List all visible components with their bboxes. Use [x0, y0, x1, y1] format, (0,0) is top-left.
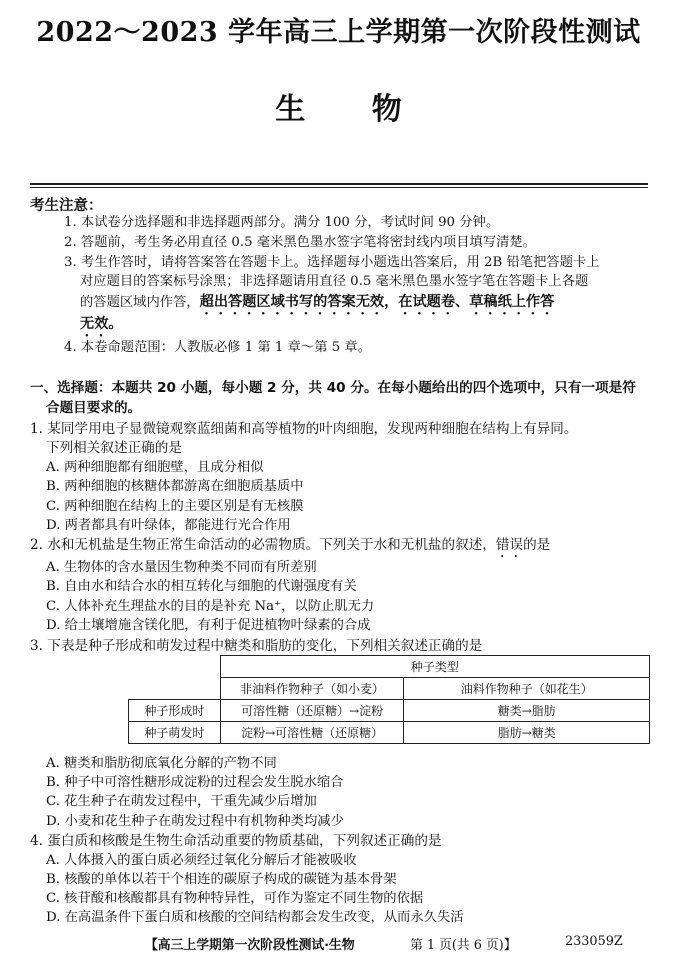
question-1-stem-cont: 下列相关叙述正确的是 — [46, 440, 182, 456]
question-4-option-a: A. 人体摄入的蛋白质必须经过氧化分解后才能被吸收 — [46, 853, 357, 868]
notice-emphasis-end: 无效。 — [80, 316, 123, 332]
question-1-option-b: B. 两种细胞的核糖体都游离在细胞质基质中 — [46, 479, 304, 494]
question-3-option-c: C. 花生种子在萌发过程中，干重先减少后增加 — [46, 794, 317, 809]
question-2-option-a: A. 生物体的含水量因生物种类不同而有所差别 — [46, 560, 317, 575]
notice-item: 4. 本卷命题范围：人教版必修 1 第 1 章～第 5 章。 — [64, 340, 371, 355]
notice-item-line — [80, 292, 554, 318]
question-4-option-c: C. 核苷酸和核酸都具有物种特异性，可作为鉴定不同生物的依据 — [46, 891, 424, 906]
question-1-stem: 1. 某同学用电子显微镜观察蓝细菌和高等植物的叶肉细胞，发现两种细胞在结构上有异同。 — [30, 421, 578, 437]
table-row — [129, 722, 650, 744]
table-cell: 糖类→脂肪 — [404, 700, 650, 722]
table-row — [129, 700, 650, 722]
divider-thick — [30, 183, 648, 185]
question-3-option-a: A. 糖类和脂肪彻底氧化分解的产物不同 — [46, 756, 277, 771]
section-heading: 一、选择题：本题共 20 小题，每小题 2 分，共 40 分。在每小题给出的四个选项中，只有一项是符 — [30, 380, 636, 396]
footer-page-number: 第 1 页(共 6 页)】 — [410, 938, 517, 953]
footer-title: 【高三上学期第一次阶段性测试·生物 — [145, 938, 355, 953]
notice-item: 2. 答题前，考生务必用直径 0.5 毫米黑色墨水签字笔将密封线内项目填写清楚。 — [64, 235, 537, 250]
question-1-option-d: D. 两者都具有叶绿体，都能进行光合作用 — [46, 518, 291, 533]
notice-item: 1. 本试卷分选择题和非选择题两部分。满分 100 分，考试时间 90 分钟。 — [64, 215, 500, 230]
seed-table — [128, 655, 650, 744]
question-2-option-c: C. 人体补充生理盐水的目的是补充 Na⁺，以防止肌无力 — [46, 599, 375, 614]
question-2-stem-end: 的是 — [523, 537, 551, 553]
table-row-label: 种子形成时 — [129, 700, 221, 722]
notice-heading: 考生注意： — [30, 198, 103, 214]
notice-item: 3. 考生作答时，请将答案答在答题卡上。选择题每小题选出答案后，用 2B 铅笔把答题卡上 — [64, 255, 600, 270]
question-2-emphasis: 错误 — [495, 537, 524, 553]
question-2-option-d: D. 给土壤增施含镁化肥，有利于促进植物叶绿素的合成 — [46, 618, 371, 633]
question-3-option-b: B. 种子中可溶性糖形成淀粉的过程会发生脱水缩合 — [46, 775, 344, 790]
table-header-cell: 油料作物种子（如花生） — [404, 678, 650, 700]
table-cell: 可溶性糖（还原糖）→淀粉 — [220, 700, 404, 722]
footer-code: 233059Z — [565, 934, 623, 949]
table-corner-cell — [129, 656, 221, 700]
exam-title: 2022～2023 学年高三上学期第一次阶段性测试 — [36, 17, 641, 48]
question-4-option-b: B. 核酸的单体以若干个相连的碳原子构成的碳链为基本骨架 — [46, 872, 397, 887]
question-4-stem: 4. 蛋白质和核酸是生物生命活动重要的物质基础，下列叙述正确的是 — [30, 833, 442, 849]
question-4-option-d: D. 在高温条件下蛋白质和核酸的空间结构都会发生改变，从而永久失活 — [46, 910, 464, 925]
question-2-stem-text: 2. 水和无机盐是生物正常生命活动的必需物质。下列关于水和无机盐的叙述， — [30, 537, 496, 553]
question-3-stem: 3. 下表是种子形成和萌发过程中糖类和脂肪的变化，下列相关叙述正确的是 — [30, 638, 483, 654]
question-1-option-a: A. 两种细胞都有细胞壁，且成分相似 — [46, 460, 264, 475]
table-header-cell: 种子类型 — [220, 656, 649, 678]
table-cell: 淀粉→可溶性糖（还原糖） — [220, 722, 404, 744]
question-1-option-c: C. 两种细胞在结构上的主要区别是有无核膜 — [46, 499, 304, 514]
table-header-cell: 非油料作物种子（如小麦） — [220, 678, 404, 700]
notice-item: 的答题区域内作答， — [80, 295, 200, 310]
divider-thin — [30, 187, 648, 188]
question-2-option-b: B. 自由水和结合水的相互转化与细胞的代谢强度有关 — [46, 579, 357, 594]
question-3-option-d: D. 小麦和花生种子在萌发过程中有机物种类均减少 — [46, 814, 344, 829]
notice-item: 对应题目的答案标号涂黑；非选择题请用直径 0.5 毫米黑色墨水签字笔在答题卡上各题 — [80, 274, 589, 289]
notice-emphasis: 超出答题区域书写的答案无效，在试题卷、草稿纸上作答 — [199, 294, 555, 310]
table-row — [129, 656, 650, 678]
table-row-label: 种子萌发时 — [129, 722, 221, 744]
table-cell: 脂肪→糖类 — [404, 722, 650, 744]
section-heading-cont: 合题目要求的。 — [46, 400, 142, 416]
subject-title: 生 物 — [275, 92, 430, 127]
